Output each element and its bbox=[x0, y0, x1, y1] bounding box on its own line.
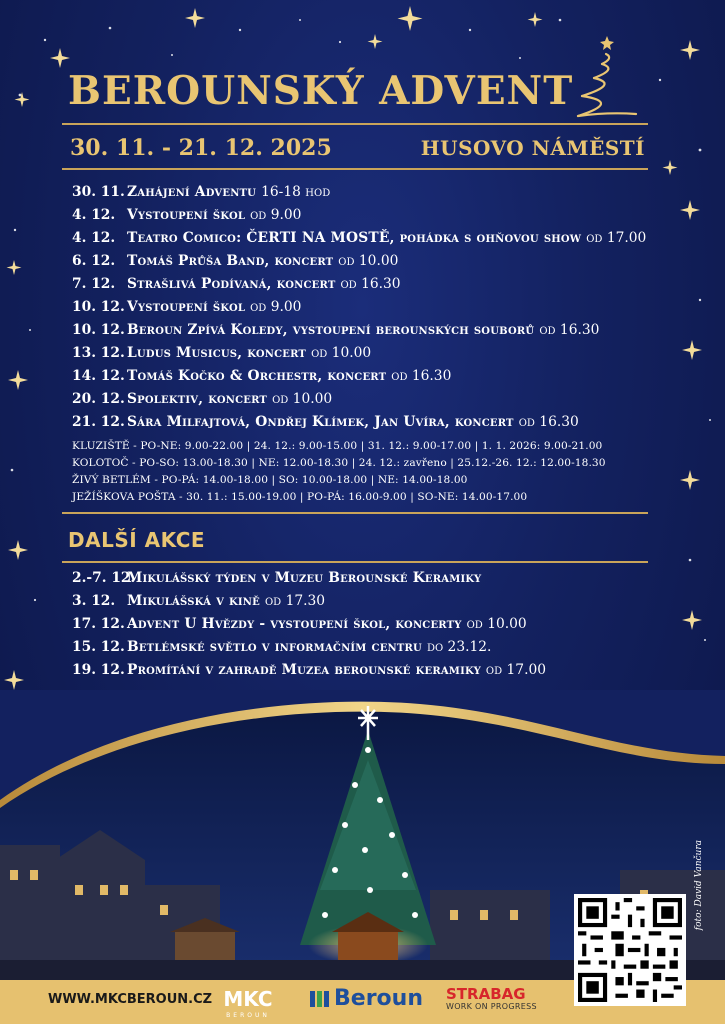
header-rule-top bbox=[62, 123, 648, 125]
beroun-logo bbox=[310, 986, 423, 1011]
list-item bbox=[72, 342, 692, 365]
event-title: Spolektiv, koncert bbox=[127, 391, 268, 408]
event-date: 10. 12. bbox=[72, 322, 125, 339]
section-rule-bottom bbox=[62, 561, 648, 563]
event-date: 10. 12. bbox=[72, 299, 125, 316]
strabag-name: STRABAG bbox=[446, 985, 526, 1003]
event-date: 7. 12. bbox=[72, 275, 116, 292]
list-item bbox=[72, 272, 692, 295]
event-date: 17. 12. bbox=[72, 615, 125, 632]
gold-tree-icon bbox=[572, 30, 642, 122]
list-item bbox=[72, 180, 692, 203]
strabag-logo bbox=[446, 986, 537, 1011]
event-time: od 10.00 bbox=[338, 252, 399, 269]
event-time: 16-18 hod bbox=[261, 183, 331, 200]
event-date: 21. 12. bbox=[72, 414, 125, 431]
hours-nativity: ŽIVÝ BETLÉM - PO-PÁ: 14.00-18.00 | SO: 10.00-18.00 | NE: 14.00-18.00 bbox=[72, 474, 468, 486]
event-time: od 10.00 bbox=[466, 615, 527, 632]
event-time: od 17.30 bbox=[264, 592, 326, 609]
list-item bbox=[72, 388, 692, 411]
event-title: Vystoupení škol bbox=[127, 299, 246, 316]
section-rule-top bbox=[62, 512, 648, 514]
list-item bbox=[72, 365, 692, 388]
event-date: 14. 12. bbox=[72, 368, 125, 385]
event-time: od 10.00 bbox=[272, 391, 333, 408]
hours-ice-rink: KLUZIŠTĚ - PO-NE: 9.00-22.00 | 24. 12.: 9.00-15.00 | 31. 12.: 9.00-17.00 | 1. 1. 2026: 9.00-21.00 bbox=[72, 440, 603, 452]
event-title: Teatro Comico: ČERTI NA MOSTĚ, pohádka s ohňovou show bbox=[127, 229, 582, 246]
event-title: Ludus Musicus, koncert bbox=[127, 345, 307, 362]
event-title: Zahájení Adventu bbox=[127, 183, 257, 200]
event-date: 20. 12. bbox=[72, 391, 125, 408]
header-rule-bottom bbox=[62, 168, 648, 170]
list-item bbox=[72, 411, 692, 434]
other-events-title: DALŠÍ AKCE bbox=[68, 528, 206, 552]
event-title: Mikulášská v kině bbox=[127, 592, 260, 609]
list-item bbox=[72, 319, 692, 342]
event-date: 30. 11. bbox=[72, 183, 125, 200]
qr-code[interactable] bbox=[574, 894, 686, 1006]
event-date: 13. 12. bbox=[72, 345, 125, 362]
mkc-logo-sub: BEROUN bbox=[226, 1012, 270, 1019]
event-time: do 23.12. bbox=[426, 638, 492, 655]
event-title: Betlémské světlo v informačním centru bbox=[127, 638, 422, 655]
event-date: 4. 12. bbox=[72, 206, 116, 223]
event-date: 15. 12. bbox=[72, 638, 125, 655]
list-item bbox=[72, 203, 692, 226]
event-title: Promítání v zahradě Muzea berounské keramiky bbox=[127, 661, 481, 678]
event-time: od 9.00 bbox=[250, 299, 302, 316]
mkc-logo-text: MKC bbox=[223, 987, 273, 1011]
event-date: 19. 12. bbox=[72, 661, 125, 678]
beroun-logo-text: Beroun bbox=[334, 986, 423, 1011]
event-time: od 10.00 bbox=[311, 345, 372, 362]
event-time: od 16.30 bbox=[539, 322, 600, 339]
beroun-grid-icon bbox=[310, 989, 330, 1009]
mkc-logo bbox=[212, 984, 284, 1020]
list-item bbox=[72, 658, 692, 681]
website-link[interactable]: WWW.MKCBEROUN.CZ bbox=[48, 992, 213, 1007]
event-title: Sára Milfajtová, Ondřej Klímek, Jan Uvíra, koncert bbox=[127, 414, 514, 431]
event-time: od 16.30 bbox=[391, 368, 452, 385]
photo-credit: foto: David Vančura bbox=[694, 840, 704, 931]
other-event-list bbox=[72, 566, 692, 681]
event-time: od 9.00 bbox=[250, 206, 302, 223]
event-title: Beroun Zpívá Koledy, vystoupení berounských souborů bbox=[127, 322, 535, 339]
event-title: Vystoupení škol bbox=[127, 206, 246, 223]
list-item bbox=[72, 295, 692, 318]
list-item bbox=[72, 635, 692, 658]
event-time: od 17.00 bbox=[586, 229, 647, 246]
event-place: HUSOVO NÁMĚSTÍ bbox=[420, 136, 645, 160]
event-title: Tomáš Průša Band, koncert bbox=[127, 252, 334, 269]
hours-carousel: KOLOTOČ - PO-SO: 13.00-18.30 | NE: 12.00-18.30 | 24. 12.: zavřeno | 25.12.-26. 12.: 12.00-18.30 bbox=[72, 457, 606, 469]
event-time: od 17.00 bbox=[485, 661, 547, 678]
qr-code-icon bbox=[578, 898, 682, 1002]
event-title: Mikulášský týden v Muzeu Berounské Keramiky bbox=[127, 569, 482, 586]
list-item bbox=[72, 612, 692, 635]
event-list bbox=[72, 180, 692, 434]
event-time: od 16.30 bbox=[518, 414, 579, 431]
opening-hours bbox=[72, 440, 692, 508]
event-date: 2.-7. 12. bbox=[72, 569, 136, 586]
list-item bbox=[72, 249, 692, 272]
event-title: Tomáš Kočko & Orchestr, koncert bbox=[127, 368, 387, 385]
event-title: Advent U Hvězdy - vystoupení škol, koncerty bbox=[127, 615, 462, 632]
event-date: 4. 12. bbox=[72, 229, 116, 246]
strabag-slogan: WORK ON PROGRESS bbox=[446, 1002, 537, 1011]
list-item bbox=[72, 566, 692, 589]
list-item bbox=[72, 589, 692, 612]
event-time: od 16.30 bbox=[340, 275, 401, 292]
hours-post-office: JEŽÍŠKOVA POŠTA - 30. 11.: 15.00-19.00 | PO-PÁ: 16.00-9.00 | SO-NE: 14.00-17.00 bbox=[72, 491, 528, 503]
event-date: 6. 12. bbox=[72, 252, 116, 269]
event-date: 3. 12. bbox=[72, 592, 116, 609]
list-item bbox=[72, 226, 692, 249]
poster-title: BEROUNSKÝ ADVENT bbox=[68, 68, 574, 114]
event-title: Strašlivá Podívaná, koncert bbox=[127, 275, 336, 292]
event-date-range: 30. 11. - 21. 12. 2025 bbox=[70, 135, 332, 161]
